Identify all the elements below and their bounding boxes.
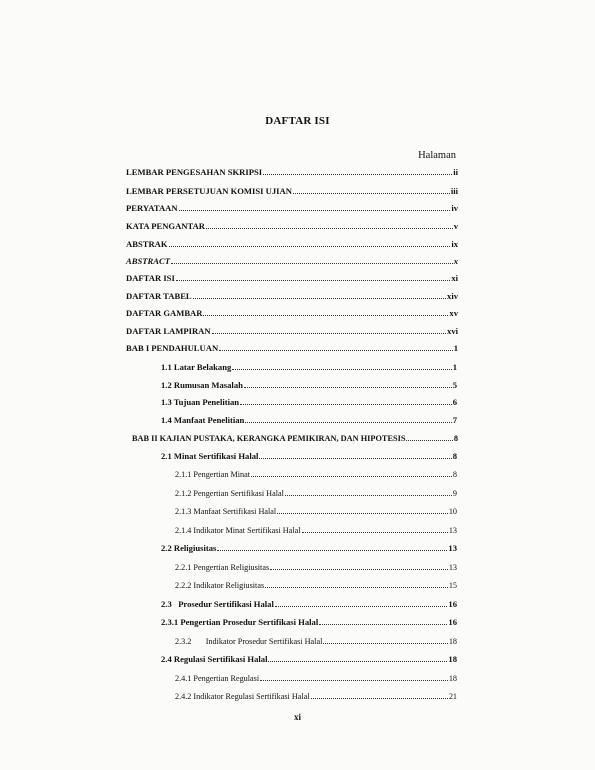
toc-entry-label: DAFTAR ISI: [126, 273, 175, 283]
toc-entry: [175, 579, 457, 591]
leader-dots: [171, 255, 453, 264]
toc-entry-page: 8: [452, 451, 457, 461]
leader-dots: [259, 450, 451, 459]
toc-entry-page: 6: [452, 397, 457, 407]
leader-dots: [179, 202, 451, 211]
toc-entry: [161, 379, 457, 391]
toc-entry: [126, 342, 458, 354]
toc-entry: [126, 220, 458, 232]
toc-entry: [126, 307, 458, 319]
toc-entry-label: BAB I PENDAHULUAN: [126, 343, 219, 353]
toc-title: DAFTAR ISI: [265, 115, 330, 127]
toc-entry: [175, 505, 457, 517]
toc-entry-page: 13: [448, 563, 457, 572]
toc-entry: [175, 672, 457, 684]
toc-entry-page: 5: [452, 380, 457, 390]
toc-entry-label: ABSTRACT: [126, 256, 170, 266]
leader-dots: [232, 361, 451, 370]
leader-dots: [203, 307, 448, 316]
toc-entry-label: 1.2 Rumusan Masalah: [161, 380, 243, 390]
toc-entry-label: 1.4 Manfaat Penelitian: [161, 415, 245, 425]
toc-entry-label: 2.2 Religiusitas: [161, 543, 217, 553]
toc-entry-page: xi: [451, 273, 458, 283]
toc-entry: [175, 561, 457, 573]
leader-dots: [275, 598, 448, 607]
leader-dots: [268, 653, 447, 662]
toc-entry-page: x: [453, 256, 458, 266]
leader-dots: [169, 238, 451, 247]
toc-entry-page: xiv: [447, 291, 458, 301]
toc-entry-page: ix: [451, 239, 458, 249]
leader-dots: [219, 342, 453, 351]
toc-entry-page: 8: [452, 470, 457, 479]
leader-dots: [302, 524, 448, 533]
toc-entry-page: 13: [448, 526, 457, 535]
toc-entry-label: 2.3.2 Indikator Prosedur Sertifikasi Halal: [175, 637, 323, 646]
toc-entry-page: xv: [449, 308, 458, 318]
toc-entry: [126, 185, 458, 197]
toc-entry-label: 2.1.2 Pengertian Sertifikasi Halal: [175, 489, 284, 498]
toc-entry: [161, 653, 457, 665]
toc-entry-label: KATA PENGANTAR: [126, 221, 206, 231]
page-column-label: Halaman: [418, 150, 456, 161]
leader-dots: [212, 325, 446, 334]
toc-entry-label: 2.3 Prosedur Sertifikasi Halal: [161, 599, 274, 609]
toc-entry-page: ii: [453, 167, 458, 177]
toc-entry: [175, 635, 457, 647]
leader-dots: [323, 635, 447, 644]
leader-dots: [293, 185, 450, 194]
toc-entry-label: BAB II KAJIAN PUSTAKA, KERANGKA PEMIKIRAN, DAN HIPOTESIS: [132, 434, 406, 443]
toc-entry: [161, 396, 457, 408]
leader-dots: [265, 579, 448, 588]
toc-entry: [175, 524, 457, 536]
toc-entry-label: 2.4 Regulasi Sertifikasi Halal: [161, 654, 268, 664]
toc-entry-label: 1.1 Latar Belakang: [161, 362, 232, 372]
toc-entry-page: 1: [453, 343, 458, 353]
leader-dots: [193, 290, 446, 299]
leader-dots: [206, 220, 453, 229]
toc-entry-label: LEMBAR PERSETUJUAN KOMISI UJIAN: [126, 186, 292, 196]
toc-entry-label: 2.4.1 Pengertian Regulasi: [175, 674, 260, 683]
toc-entry-page: iii: [450, 186, 458, 196]
toc-entry-page: 8: [453, 434, 458, 443]
leader-dots: [217, 542, 447, 551]
toc-entry-page: 16: [448, 617, 457, 627]
toc-entry: [161, 414, 457, 426]
toc-entry: [126, 325, 458, 337]
leader-dots: [285, 487, 452, 496]
leader-dots: [251, 468, 452, 477]
leader-dots: [176, 272, 451, 281]
toc-entry-page: 9: [452, 489, 457, 498]
toc-entry-page: 21: [448, 692, 457, 701]
toc-entry-label: DAFTAR TABEL: [126, 291, 192, 301]
toc-entry: [161, 598, 457, 610]
toc-entry-label: LEMBAR PENGESAHAN SKRIPSI: [126, 167, 263, 177]
toc-entry-page: 18: [448, 637, 457, 646]
toc-entry-label: 2.1.4 Indikator Minat Sertifikasi Halal: [175, 526, 301, 535]
toc-entry-label: 2.3.1 Pengertian Prosedur Sertifikasi Halal: [161, 617, 319, 627]
toc-entry: [132, 432, 458, 444]
leader-dots: [240, 396, 452, 405]
leader-dots: [245, 414, 451, 423]
toc-entry-label: ABSTRAK: [126, 239, 168, 249]
toc-entry: [126, 166, 458, 178]
toc-entry: [161, 616, 457, 628]
leader-dots: [244, 379, 452, 388]
toc-entry-page: 1: [452, 362, 457, 372]
leader-dots: [319, 616, 447, 625]
toc-entry-label: 2.2.1 Pengertian Religiusitas: [175, 563, 270, 572]
toc-entry-page: 7: [452, 415, 457, 425]
toc-entry: [126, 238, 458, 250]
leader-dots: [277, 505, 448, 514]
toc-entry-page: 16: [448, 599, 457, 609]
leader-dots: [263, 166, 452, 175]
toc-entry: [161, 450, 457, 462]
toc-entry-page: 13: [448, 543, 457, 553]
toc-entry-label: 1.3 Tujuan Penelitian: [161, 397, 240, 407]
toc-entry-page: 18: [448, 674, 457, 683]
toc-entry-label: PERYATAAN: [126, 203, 178, 213]
toc-entry-page: 15: [448, 581, 457, 590]
toc-entry-page: iv: [451, 203, 458, 213]
toc-entry: [175, 468, 457, 480]
toc-entry-label: DAFTAR LAMPIRAN: [126, 326, 211, 336]
toc-entry: [161, 542, 457, 554]
toc-entry-page: 18: [448, 654, 457, 664]
toc-entry: [126, 272, 458, 284]
toc-entry: [126, 255, 458, 267]
toc-entry: [175, 487, 457, 499]
page-number-footer: xi: [293, 712, 301, 722]
leader-dots: [311, 690, 448, 699]
toc-entry: [126, 290, 458, 302]
toc-entry-label: DAFTAR GAMBAR: [126, 308, 203, 318]
toc-entry: [175, 690, 457, 702]
toc-entry: [126, 202, 458, 214]
toc-entry-label: 2.2.2 Indikator Religiusitas: [175, 581, 265, 590]
leader-dots: [406, 432, 452, 441]
toc-entry-label: 2.1.1 Pengertian Minat: [175, 470, 251, 479]
leader-dots: [270, 561, 448, 570]
toc-entry-label: 2.1 Minat Sertifikasi Halal: [161, 451, 259, 461]
toc-entry-page: v: [453, 221, 458, 231]
leader-dots: [260, 672, 448, 681]
toc-entry: [161, 361, 457, 373]
toc-entry-page: xvi: [447, 326, 458, 336]
toc-entry-label: 2.4.2 Indikator Regulasi Sertifikasi Halal: [175, 692, 310, 701]
toc-entry-page: 10: [448, 507, 457, 516]
toc-entry-label: 2.1.3 Manfaat Sertifikasi Halal: [175, 507, 277, 516]
